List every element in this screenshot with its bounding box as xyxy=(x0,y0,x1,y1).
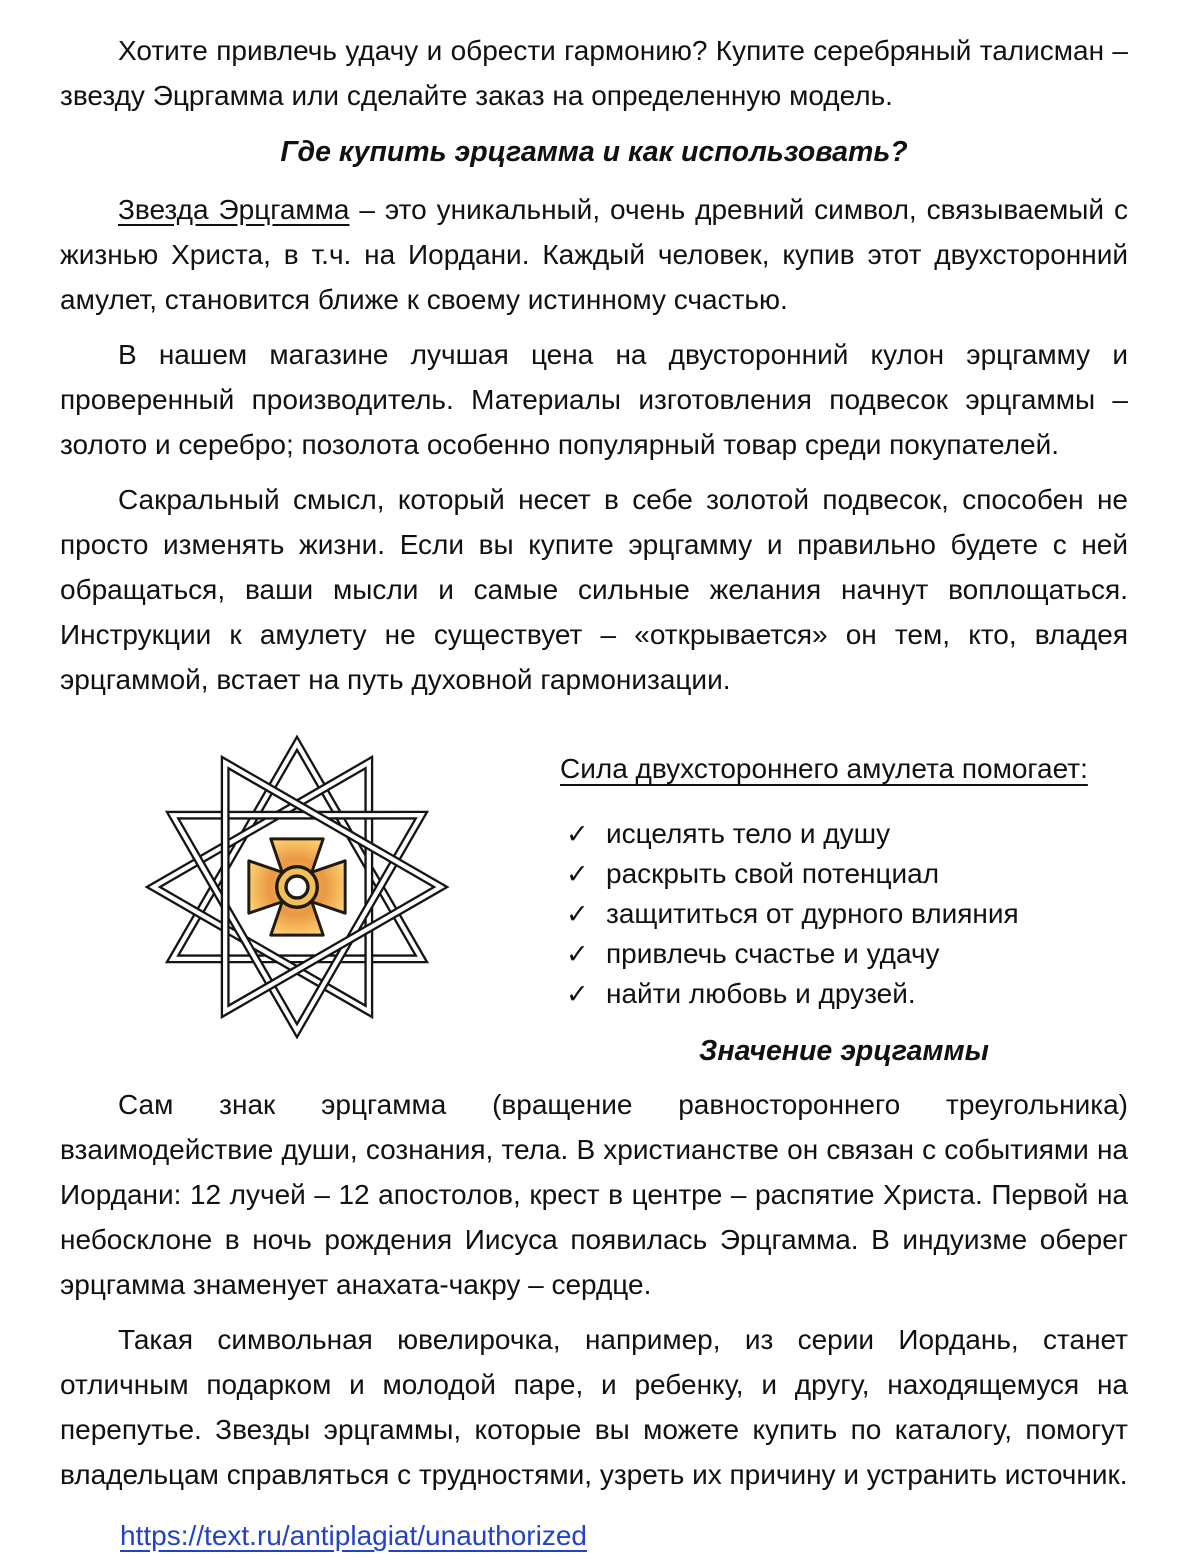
gold-cross-icon xyxy=(249,839,345,935)
star-image-column xyxy=(60,712,560,1074)
underlined-lead-phrase: Звезда Эрцгамма xyxy=(118,194,350,225)
benefit-text: исцелять тело и душу xyxy=(606,818,891,849)
star-description-paragraph xyxy=(60,187,1128,322)
heading-where-to-buy: Где купить эрцгамма и как использовать? xyxy=(280,136,908,168)
benefits-list xyxy=(560,813,1128,1013)
erzgamma-star-image xyxy=(128,718,466,1056)
shop-paragraph: В нашем магазине лучшая цена на двусторонний кулон эрцгамму и проверенный производитель. Материалы изготовления подвесок эрцгаммы – золото и серебро; позолота особенно популярный товар среди покупателей. xyxy=(60,339,1128,460)
benefit-text: защититься от дурного влияния xyxy=(606,898,1019,929)
benefit-text: раскрыть свой потенциал xyxy=(606,858,940,889)
meaning-paragraph: Сам знак эрцгамма (вращение равностороннего треугольника) взаимодействие души, сознания, тела. В христианстве он связан с событиями на Иордани: 12 лучей – 12 апостолов, крест в центре – распятие Христа. Первой на небосклоне в ночь рождения Иисуса появилась Эрцгамма. В индуизме оберег эрцгамма знаменует анахата-чакру – сердце. xyxy=(60,1089,1128,1300)
heading-meaning: Значение эрцгаммы xyxy=(699,1035,989,1067)
list-item xyxy=(566,975,1128,1013)
antiplagiat-link[interactable]: https://text.ru/antiplagiat/unauthorized xyxy=(120,1520,587,1551)
benefits-column xyxy=(560,712,1128,1074)
list-item xyxy=(566,895,1128,933)
star-description-rest: – это уникальный, очень древний символ, связываемый с жизнью Христа, в т.ч. на Иордани. Каждый человек, купив этот двухсторонний амулет, становится ближе к своему истинному счастью. xyxy=(60,194,1128,315)
sacral-paragraph: Сакральный смысл, который несет в себе золотой подвесок, способен не просто изменять жизни. Если вы купите эрцгамму и правильно будете с ней обращаться, ваши мысли и самые сильные желания начнут воплощаться. Инструкции к амулету не существует – «открывается» он тем, кто, владея эрцгаммой, встает на путь духовной гармонизации. xyxy=(60,484,1128,695)
benefit-text: привлечь счастье и удачу xyxy=(606,938,940,969)
check-icon: ✓ xyxy=(566,939,589,969)
image-and-benefits-section xyxy=(60,712,1128,1074)
footer-link-row xyxy=(120,1513,1128,1558)
check-icon: ✓ xyxy=(566,979,589,1009)
check-icon: ✓ xyxy=(566,859,589,889)
check-icon: ✓ xyxy=(566,819,589,849)
benefit-text: найти любовь и друзей. xyxy=(606,978,916,1009)
intro-paragraph: Хотите привлечь удачу и обрести гармонию? Купите серебряный талисман – звезду Эцргамма или сделайте заказ на определенную модель. xyxy=(60,35,1128,111)
list-item xyxy=(566,815,1128,853)
list-item xyxy=(566,935,1128,973)
benefits-heading: Сила двухстороннего амулета помогает: xyxy=(560,753,1088,784)
gift-paragraph: Такая символьная ювелирочка, например, из серии Иордань, станет отличным подарком и молодой паре, и ребенку, и другу, находящемуся на перепутье. Звезды эрцгаммы, которые вы можете купить по каталогу, помогут владельцам справляться с трудностями, узреть их причину и устранить источник. xyxy=(60,1324,1128,1490)
check-icon: ✓ xyxy=(566,899,589,929)
cross-ring-inner xyxy=(286,876,308,898)
list-item xyxy=(566,855,1128,893)
